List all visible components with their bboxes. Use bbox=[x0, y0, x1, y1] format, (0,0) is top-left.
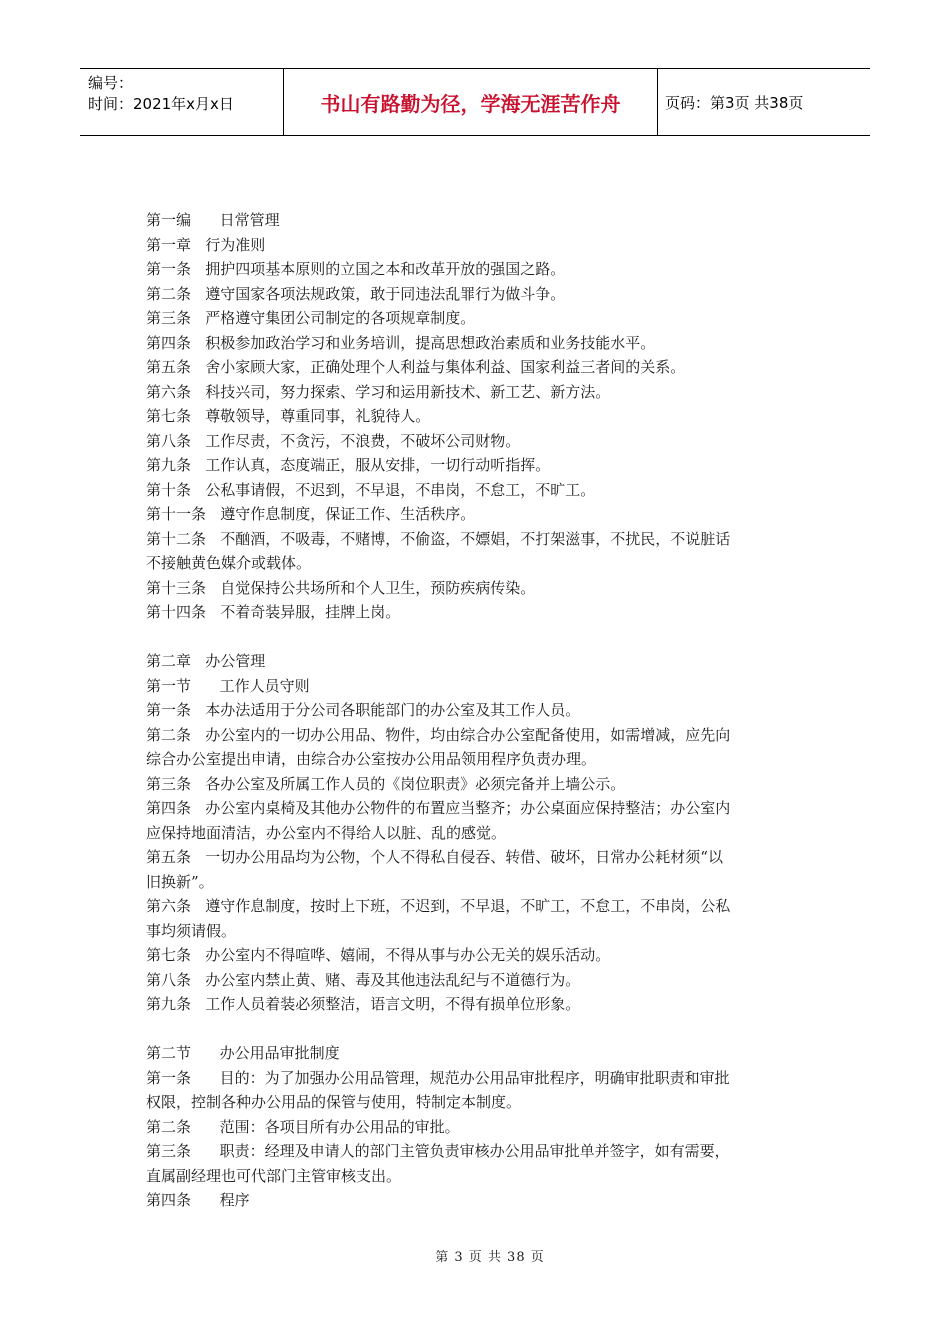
text-line: 第六条 科技兴司，努力探索、学习和运用新技术、新工艺、新方法。 bbox=[146, 382, 611, 401]
text-line: 不接触黄色媒介或载体。 bbox=[146, 554, 312, 572]
text-line: 第九条 工作人员着装必须整洁，语言文明，不得有损单位形象。 bbox=[146, 995, 581, 1013]
text-line: 第一节 工作人员守则 bbox=[146, 676, 310, 695]
text-line: 第七条 办公室内不得喧哗、嬉闹，不得从事与办公无关的娱乐活动。 bbox=[146, 946, 611, 964]
text-line: 第十条 公私事请假，不迟到，不早退，不串岗，不怠工，不旷工。 bbox=[146, 480, 596, 499]
text-line: 第四条 程序 bbox=[146, 1191, 250, 1209]
text-line: 应保持地面清洁，办公室内不得给人以脏、乱的感觉。 bbox=[146, 823, 507, 842]
text-line: 第八条 工作尽责，不贪污，不浪费，不破坏公司财物。 bbox=[146, 431, 521, 450]
header-motto: 书山有路勤为径，学海无涯苦作舟 bbox=[283, 69, 658, 135]
text-line: 第二节 办公用品审批制度 bbox=[146, 1044, 340, 1062]
date-label: 时间：2021年x月x日 bbox=[88, 95, 234, 113]
paragraph-gap bbox=[146, 625, 806, 650]
text-line: 第九条 工作认真，态度端正，服从安排，一切行动听指挥。 bbox=[146, 456, 551, 474]
text-line: 第一编 日常管理 bbox=[146, 211, 280, 229]
text-line: 第一条 目的：为了加强办公用品管理，规范办公用品审批程序，明确审批职责和审批 bbox=[146, 1068, 730, 1087]
text-line: 第十三条 自觉保持公共场所和个人卫生，预防疾病传染。 bbox=[146, 578, 536, 597]
text-line: 第二条 遵守国家各项法规政策，敢于同违法乱罪行为做斗争。 bbox=[146, 284, 566, 303]
text-line: 直属副经理也可代部门主管审核支出。 bbox=[146, 1166, 402, 1185]
text-line: 第四条 办公室内桌椅及其他办公物件的布置应当整齐；办公桌面应保持整洁；办公室内 bbox=[146, 799, 731, 817]
text-line: 第一章 行为准则 bbox=[146, 235, 266, 254]
text-line: 综合办公室提出申请，由综合办公室按办公用品领用程序负责办理。 bbox=[146, 750, 597, 768]
header-page-info: 页码：第3页 共38页 bbox=[665, 93, 804, 112]
serial-label: 编号： bbox=[88, 74, 134, 92]
text-line: 第三条 严格遵守集团公司制定的各项规章制度。 bbox=[146, 309, 476, 327]
text-line: 第十一条 遵守作息制度，保证工作、生活秩序。 bbox=[146, 505, 476, 523]
text-line: 第一条 本办法适用于分公司各职能部门的办公室及其工作人员。 bbox=[146, 701, 581, 719]
text-line: 权限，控制各种办公用品的保管与使用，特制定本制度。 bbox=[146, 1093, 522, 1111]
text-line: 第五条 一切办公用品均为公物，个人不得私自侵吞、转借、破坏，日常办公耗材须“以 bbox=[146, 848, 723, 866]
header-meta bbox=[88, 73, 283, 115]
text-line: 第十二条 不酗酒，不吸毒，不赌博，不偷盗，不嫖娼，不打架滋事，不扰民，不说脏话 bbox=[146, 529, 731, 548]
text-line: 第三条 职责：经理及申请人的部门主管负责审核办公用品审批单并签字，如有需要， bbox=[146, 1142, 730, 1160]
text-line: 旧换新”。 bbox=[146, 872, 214, 891]
text-line: 第二条 范围：各项目所有办公用品的审批。 bbox=[146, 1117, 460, 1136]
page-footer: 第 3 页 共 38 页 bbox=[435, 1250, 545, 1265]
document-body bbox=[146, 208, 806, 1213]
text-line: 第十四条 不着奇装异服，挂牌上岗。 bbox=[146, 603, 401, 621]
page-header bbox=[80, 68, 870, 136]
text-line: 第七条 尊敬领导，尊重同事，礼貌待人。 bbox=[146, 407, 431, 425]
text-line: 第三条 各办公室及所属工作人员的《岗位职责》必须完备并上墙公示。 bbox=[146, 774, 626, 793]
text-line: 第一条 拥护四项基本原则的立国之本和改革开放的强国之路。 bbox=[146, 260, 566, 278]
text-line: 第四条 积极参加政治学习和业务培训，提高思想政治素质和业务技能水平。 bbox=[146, 333, 656, 352]
text-line: 第八条 办公室内禁止黄、赌、毒及其他违法乱纪与不道德行为。 bbox=[146, 970, 581, 989]
text-line: 第六条 遵守作息制度，按时上下班，不迟到，不早退，不旷工，不怠工，不串岗，公私 bbox=[146, 897, 731, 915]
text-line: 第二章 办公管理 bbox=[146, 652, 266, 670]
text-line: 事均须请假。 bbox=[146, 921, 237, 940]
paragraph-gap bbox=[146, 1017, 806, 1042]
text-line: 第五条 舍小家顾大家，正确处理个人利益与集体利益、国家利益三者间的关系。 bbox=[146, 358, 686, 376]
text-line: 第二条 办公室内的一切办公用品、物件，均由综合办公室配备使用，如需增减，应先向 bbox=[146, 725, 731, 744]
